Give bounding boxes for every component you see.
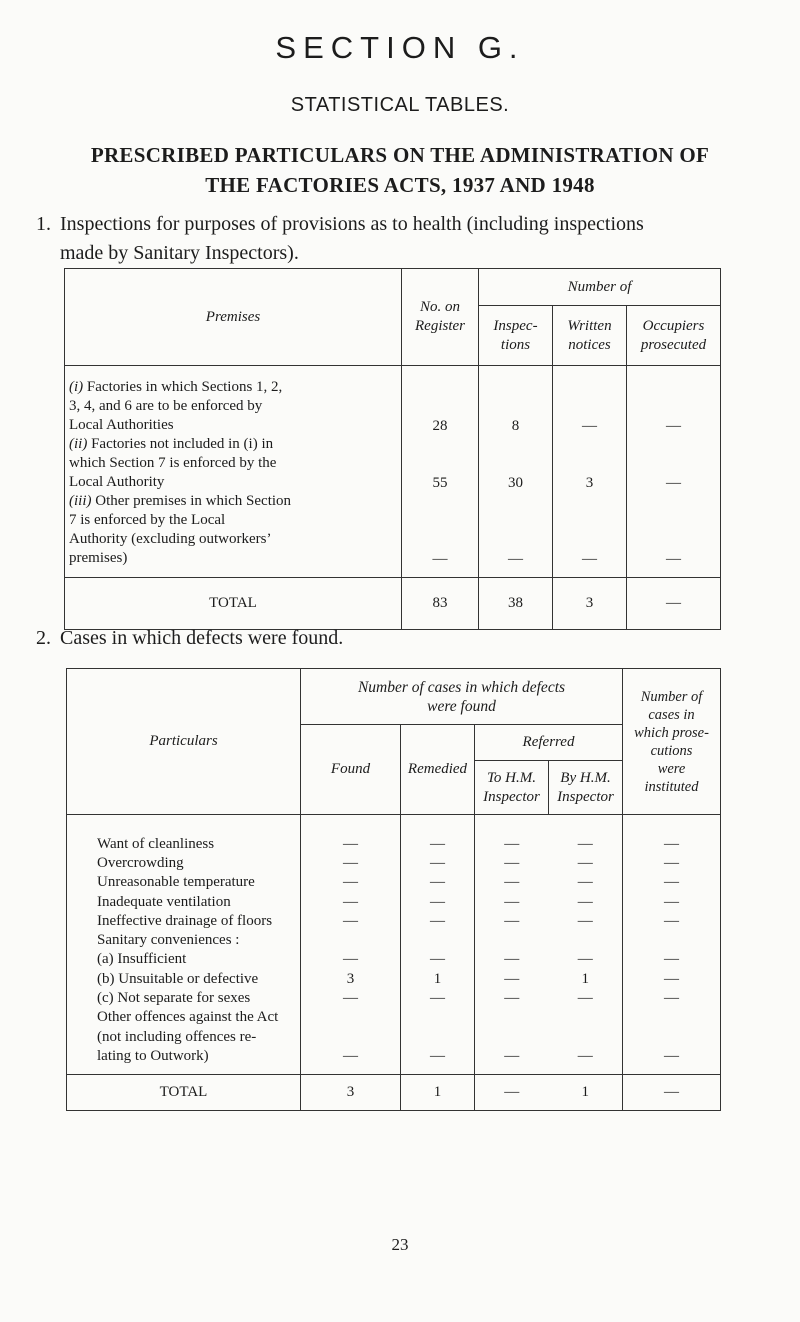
page-number: 23 — [391, 1235, 409, 1254]
cell-notices: 3 — [553, 435, 627, 492]
item-1-number: 1. — [36, 213, 51, 235]
row-line: 7 is enforced by the Local — [69, 511, 226, 528]
header-referred: Referred — [475, 725, 623, 761]
total-inspections: 38 — [479, 578, 553, 630]
row-label — [65, 435, 402, 492]
cell-prosecutions: — — [623, 970, 721, 989]
cell-to-hm: — — [504, 874, 520, 891]
header-register-line-2: Register — [415, 318, 465, 334]
cell-by-hm: — — [549, 892, 623, 911]
cell-by-hm — [549, 1027, 623, 1046]
header-by-hm-line-1: By H.M. — [560, 769, 611, 786]
row-label — [65, 492, 402, 568]
row-particular: Unreasonable temperature — [67, 873, 301, 892]
total-label: TOTAL — [65, 578, 402, 630]
header-premises: Premises — [65, 269, 402, 366]
cell-found: — — [301, 892, 401, 911]
total-notices: 3 — [553, 578, 627, 630]
section-title: SECTION G. — [275, 30, 525, 65]
row-label — [65, 378, 402, 435]
row-line: Authority (excluding outworkers’ — [69, 530, 272, 547]
cell-remedied — [401, 931, 475, 950]
main-heading — [40, 140, 760, 200]
header-notices-line-1: Written — [567, 317, 612, 334]
main-heading-line-1: PRESCRIBED PARTICULARS ON THE ADMINISTRATION OF — [90, 143, 710, 167]
total-occupiers: — — [627, 578, 721, 630]
header-inspections — [479, 306, 553, 366]
row-particular: (not including offences re- — [67, 1027, 301, 1046]
cell-to-hm: — — [504, 912, 520, 929]
cell-by-hm: — — [549, 873, 623, 892]
cell-remedied — [401, 1008, 475, 1027]
cell-prosecutions: — — [623, 912, 721, 931]
cell-remedied: — — [401, 854, 475, 873]
row-particular: Ineffective drainage of floors — [67, 912, 301, 931]
header-to-hm-line-2: Inspector — [483, 788, 540, 805]
header-to-hm-line-1: To H.M. — [486, 769, 537, 786]
row-numeral: (ii) — [69, 435, 88, 452]
cell-remedied: — — [401, 873, 475, 892]
table-row — [67, 892, 721, 911]
table-row — [67, 989, 721, 1008]
cell-remedied: — — [401, 835, 475, 854]
cell-register: 28 — [402, 378, 479, 435]
cell-remedied: — — [401, 989, 475, 1008]
cell-inspections: 8 — [479, 378, 553, 435]
cell-prosecutions: — — [623, 892, 721, 911]
table1-row-i — [65, 378, 721, 435]
cell-found — [301, 1008, 401, 1027]
table1-total-row — [65, 578, 721, 630]
cell-prosecutions: — — [623, 989, 721, 1008]
total-register: 83 — [402, 578, 479, 630]
row-numeral: (iii) — [69, 492, 92, 509]
table-row — [67, 1008, 721, 1027]
cell-occupiers: — — [627, 435, 721, 492]
header-particulars: Particulars — [67, 669, 301, 815]
header-notices-line-2: notices — [568, 336, 611, 353]
cell-by-hm: — — [549, 950, 623, 969]
header-occupiers-line-1: Occupiers — [642, 317, 705, 334]
cell-to-hm: — — [504, 951, 520, 968]
cell-to-hm: — — [504, 990, 520, 1007]
header-inspections-line-1: Inspec- — [493, 317, 538, 334]
cell-occupiers: — — [627, 378, 721, 435]
cell-remedied: 1 — [401, 970, 475, 989]
cell-prosecutions: — — [623, 835, 721, 854]
cell-found: — — [301, 950, 401, 969]
cell-prosecutions — [623, 1027, 721, 1046]
header-cases — [301, 669, 623, 725]
cell-remedied: — — [401, 912, 475, 931]
cell-occupiers: — — [627, 492, 721, 568]
cell-to-hm: — — [504, 893, 520, 910]
cell-register: — — [402, 492, 479, 568]
cell-inspections: 30 — [479, 435, 553, 492]
item-1-line-1: Inspections for purposes of provisions as to health (including inspections — [60, 213, 644, 235]
total-prosecutions: — — [623, 1074, 721, 1110]
sub-title: STATISTICAL TABLES. — [290, 94, 510, 116]
header-occupiers — [627, 306, 721, 366]
item-2-number: 2. — [36, 627, 51, 649]
cell-to-hm — [475, 931, 549, 950]
cell-found: 3 — [301, 970, 401, 989]
header-prosecutions-line-1: Number of — [640, 688, 703, 705]
table-row — [67, 912, 721, 931]
table-row — [67, 835, 721, 854]
cell-found: — — [301, 912, 401, 931]
cell-inspections: — — [479, 492, 553, 568]
cell-by-hm: — — [549, 1047, 623, 1066]
cell-register: 55 — [402, 435, 479, 492]
row-particular: lating to Outwork) — [67, 1047, 301, 1066]
cell-found: — — [301, 835, 401, 854]
item-2-line-1: Cases in which defects were found. — [60, 627, 344, 649]
total-to-hm: — — [475, 1074, 549, 1110]
cell-to-hm: — — [504, 835, 520, 852]
row-particular: Want of cleanliness — [67, 835, 301, 854]
inspections-table — [64, 268, 721, 630]
row-line: Factories in which Sections 1, 2, — [86, 378, 283, 395]
table-row — [67, 1047, 721, 1066]
cell-notices: — — [553, 492, 627, 568]
header-cases-line-2: were found — [427, 697, 496, 715]
cell-found — [301, 931, 401, 950]
header-by-hm-line-2: Inspector — [557, 788, 614, 805]
header-prosecutions — [623, 669, 721, 815]
cell-prosecutions: — — [623, 1047, 721, 1066]
cell-found — [301, 1027, 401, 1046]
cell-remedied: — — [401, 1047, 475, 1066]
row-particular: Inadequate ventilation — [67, 892, 301, 911]
header-occupiers-line-2: prosecuted — [640, 336, 707, 353]
total-remedied: 1 — [401, 1074, 475, 1110]
total-found: 3 — [301, 1074, 401, 1110]
row-line: Local Authorities — [69, 416, 174, 433]
cell-by-hm: — — [549, 989, 623, 1008]
cell-notices: — — [553, 378, 627, 435]
header-found: Found — [301, 725, 401, 815]
table-row — [67, 950, 721, 969]
row-line: which Section 7 is enforced by the — [69, 454, 277, 471]
item-1-heading — [36, 210, 760, 268]
header-by-hm — [549, 761, 623, 815]
total-label: TOTAL — [67, 1074, 301, 1110]
row-particular: (a) Insufficient — [67, 950, 301, 969]
cell-prosecutions: — — [623, 950, 721, 969]
cell-prosecutions: — — [623, 854, 721, 873]
cell-by-hm: — — [549, 854, 623, 873]
table1-row-iii — [65, 492, 721, 568]
cell-to-hm — [475, 1027, 549, 1046]
header-number-of: Number of — [479, 269, 721, 306]
row-line: premises) — [69, 549, 128, 566]
cell-prosecutions — [623, 1008, 721, 1027]
cell-by-hm: — — [549, 912, 623, 931]
cell-to-hm: — — [504, 1047, 520, 1064]
main-heading-line-2: THE FACTORIES ACTS, 1937 AND 1948 — [205, 173, 595, 197]
row-particular: Overcrowding — [67, 854, 301, 873]
table1-row-ii — [65, 435, 721, 492]
header-register-line-1: No. on — [419, 299, 460, 315]
header-to-hm — [475, 761, 549, 815]
row-numeral: (i) — [69, 378, 84, 395]
header-inspections-line-2: tions — [500, 336, 531, 353]
row-line: 3, 4, and 6 are to be enforced by — [69, 397, 263, 414]
cell-found: — — [301, 854, 401, 873]
header-cases-line-1: Number of cases in which defects — [357, 678, 566, 696]
defects-table — [66, 668, 721, 1111]
header-prosecutions-line-3: which prose- — [634, 724, 709, 741]
cell-prosecutions — [623, 931, 721, 950]
header-prosecutions-line-6: instituted — [644, 778, 699, 795]
cell-remedied — [401, 1027, 475, 1046]
row-particular: Sanitary conveniences : — [67, 931, 301, 950]
cell-to-hm — [475, 1008, 549, 1027]
header-prosecutions-line-4: cutions — [650, 742, 693, 759]
cell-to-hm: — — [504, 854, 520, 871]
cell-found: — — [301, 989, 401, 1008]
cell-by-hm: — — [549, 835, 623, 854]
cell-remedied: — — [401, 892, 475, 911]
cell-remedied: — — [401, 950, 475, 969]
row-line: Factories not included in (i) in — [91, 435, 274, 452]
table-row — [67, 1027, 721, 1046]
header-prosecutions-line-2: cases in — [648, 706, 695, 723]
table-row — [67, 970, 721, 989]
header-remedied: Remedied — [401, 725, 475, 815]
header-prosecutions-line-5: were — [657, 760, 686, 777]
table-row — [67, 873, 721, 892]
cell-found: — — [301, 873, 401, 892]
cell-found: — — [301, 1047, 401, 1066]
row-particular: (c) Not separate for sexes — [67, 989, 301, 1008]
item-2-heading — [36, 624, 760, 653]
cell-by-hm: 1 — [549, 970, 623, 989]
cell-to-hm: — — [504, 970, 520, 987]
table-row — [67, 931, 721, 950]
row-particular: Other offences against the Act — [67, 1008, 301, 1027]
row-particular: (b) Unsuitable or defective — [67, 970, 301, 989]
header-register — [402, 269, 479, 366]
cell-by-hm — [549, 1008, 623, 1027]
row-line: Other premises in which Section — [95, 492, 292, 509]
cell-by-hm — [549, 931, 623, 950]
table2-total-row — [67, 1074, 721, 1110]
header-notices — [553, 306, 627, 366]
table-row — [67, 854, 721, 873]
row-line: Local Authority — [69, 473, 165, 490]
cell-prosecutions: — — [623, 873, 721, 892]
item-1-line-2: made by Sanitary Inspectors). — [60, 242, 299, 264]
total-by-hm: 1 — [549, 1074, 623, 1110]
